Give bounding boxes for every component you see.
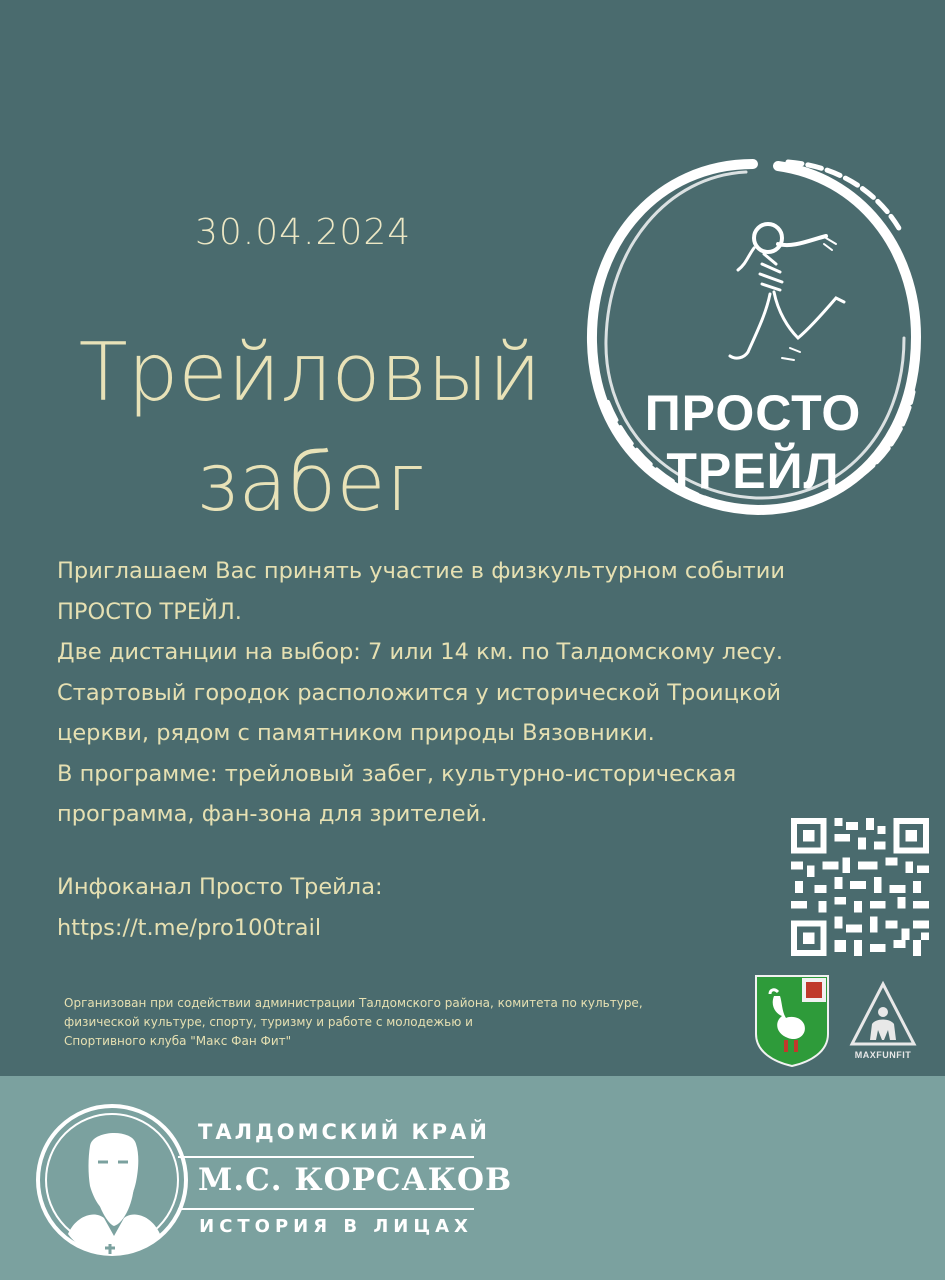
organizer-credits	[64, 994, 643, 1051]
title-line-2: забег	[195, 436, 425, 529]
description-line: церкви, рядом с памятником природы Вязовники.	[57, 720, 655, 746]
footer-banner	[0, 1076, 945, 1280]
brand-region: ТАЛДОМСКИЙ КРАЙ	[198, 1120, 490, 1144]
event-description	[57, 551, 857, 835]
logo-text-line-2: ТРЕЙЛ	[666, 443, 840, 499]
info-channel-link[interactable]: https://t.me/pro100trail	[57, 914, 322, 941]
coat-of-arms-icon	[752, 972, 832, 1068]
brand-name: М.С. КОРСАКОВ	[198, 1162, 513, 1198]
qr-code[interactable]	[790, 818, 930, 956]
coat-of-arms	[752, 972, 832, 1068]
description-line: программа, фан-зона для зрителей.	[57, 801, 488, 827]
event-date: 30.04.2024	[195, 212, 412, 253]
description-line: ПРОСТО ТРЕЙЛ.	[57, 598, 242, 625]
portrait-medallion	[32, 1100, 192, 1260]
maxfunfit-logo-icon	[848, 980, 918, 1050]
qr-code-icon	[790, 818, 930, 956]
footer-divider	[178, 1156, 474, 1158]
prosto-trail-logo	[578, 152, 928, 522]
credits-line: Спортивного клуба "Макс Фан Фит"	[64, 1034, 292, 1048]
description-line: В программе: трейловый забег, культурно-историческая	[57, 760, 737, 787]
credits-line: физической культуре, спорту, туризму и работе с молодежью и	[64, 1015, 473, 1029]
maxfunfit-label: MAXFUNFIT	[854, 1050, 912, 1060]
event-title	[0, 318, 620, 538]
title-line-1: Трейловый	[78, 326, 542, 419]
description-line: Приглашаем Вас принять участие в физкультурном событии	[57, 558, 785, 584]
brand-tagline: ИСТОРИЯ В ЛИЦАХ	[199, 1216, 473, 1237]
info-channel	[57, 867, 383, 948]
footer-divider	[178, 1208, 474, 1210]
info-channel-label: Инфоканал Просто Трейла:	[57, 874, 383, 900]
portrait-icon	[32, 1100, 192, 1260]
maxfunfit-logo	[848, 980, 918, 1064]
logo-text-line-1: ПРОСТО	[644, 385, 862, 441]
description-line: Стартовый городок расположится у исторической Троицкой	[57, 679, 781, 706]
credits-line: Организован при содействии администрации Талдомского района, комитета по культуре,	[64, 996, 643, 1010]
description-line: Две дистанции на выбор: 7 или 14 км. по Талдомскому лесу.	[57, 639, 783, 665]
